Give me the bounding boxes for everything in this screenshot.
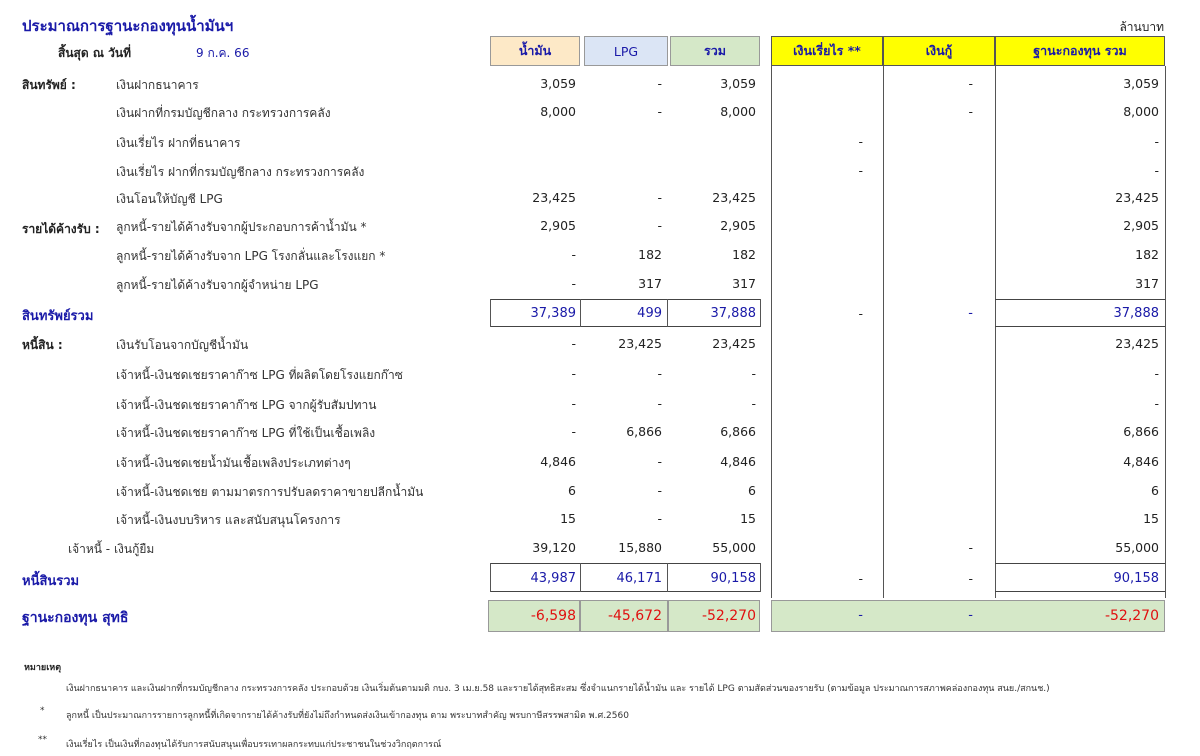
cell-total: -52,270 [701,608,756,624]
cell-oil: 8,000 [540,104,576,119]
cell-interest: - [858,134,863,149]
divider [995,591,1165,592]
cell-oil: 39,120 [532,540,576,555]
row-label: เจ้าหนี้-เงินชดเชยราคาก๊าซ LPG ที่ผลิตโดยโรงแยกก๊าซ [116,368,403,382]
divider [490,591,760,592]
cell-fund: 6,866 [1123,424,1159,439]
cell-total: - [751,396,756,411]
cell-oil: -6,598 [530,608,576,624]
grid-line [760,299,761,327]
row-label: เงินเรี่ยไร ฝากที่ธนาคาร [116,136,241,150]
divider [490,326,760,327]
row-label: เจ้าหนี้ - เงินกู้ยืม [68,542,155,556]
page-title: ประมาณการฐานะกองทุนน้ำมันฯ [22,17,234,35]
cell-lpg: 46,171 [616,571,662,586]
grid-line [1165,66,1166,598]
cell-fund: 317 [1135,276,1159,291]
row-label: เงินรับโอนจากบัญชีน้ำมัน [116,338,249,352]
cell-fund: 8,000 [1123,104,1159,119]
note-3: เงินเรี่ยไร เป็นเงินที่กองทุนได้รับการสนับสนุนเพื่อบรรเทาผลกระทบแก่ประชาชนในช่วงวิกฤตการณ์ [66,740,442,750]
divider [490,299,760,300]
cell-total: 23,425 [712,336,756,351]
cell-lpg: 182 [638,247,662,262]
cell-oil: - [571,336,576,351]
note-2: ลูกหนี้ เป็นประมาณการรายการลูกหนี้ที่เกิดจากรายได้ค้างรับที่ยังไม่ถึงกำหนดส่งเงินเข้ากองทุน ตาม พระบาทสำคัญ พรบกาษีสรรพสามิต พ.ศ.2560 [66,711,629,721]
row-label: เจ้าหนี้-เงินชดเชยราคาก๊าซ LPG ที่ใช้เป็นเชื้อเพลิง [116,426,376,440]
cell-lpg: 23,425 [618,336,662,351]
cell-fund: 3,059 [1123,76,1159,91]
row-label: เงินเรี่ยไร ฝากที่กรมบัญชีกลาง กระทรวงการคลัง [116,165,365,179]
cell-lpg: - [657,218,662,233]
row-label: เงินฝากธนาคาร [116,78,199,92]
cell-fund: 23,425 [1115,190,1159,205]
cell-fund: 182 [1135,247,1159,262]
grid-line [883,66,884,598]
row-label: เจ้าหนี้-เงินชดเชยน้ำมันเชื้อเพลิงประเภทต่างๆ [116,456,351,470]
row-label: ลูกหนี้-รายได้ค้างรับจาก LPG โรงกลั่นและโรงแยก * [116,249,386,263]
cell-total: 6,866 [720,424,756,439]
header-interest: เงินเรี่ยไร ** [771,36,883,66]
cell-loan: - [968,76,973,91]
cell-total: 90,158 [710,571,756,586]
row-label: เจ้าหนี้-เงินงบบริหาร และสนับสนุนโครงการ [116,513,341,527]
cell-total: 55,000 [712,540,756,555]
cell-lpg: - [657,76,662,91]
row-label: ลูกหนี้-รายได้ค้างรับจากผู้ประกอบการค้าน้ำมัน * [116,220,367,234]
cell-oil: 23,425 [532,190,576,205]
note-3-mark: ** [38,735,47,745]
cell-oil: - [571,396,576,411]
cell-fund: - [1154,134,1159,149]
cell-oil: 6 [568,483,576,498]
cell-interest: - [858,306,863,321]
grid-line [667,563,668,592]
cell-fund: 6 [1151,483,1159,498]
grid-line [760,563,761,592]
cell-lpg: - [657,483,662,498]
cell-total: 23,425 [712,190,756,205]
divider [995,299,1165,300]
cell-oil: 37,389 [530,306,576,321]
cell-fund: 4,846 [1123,454,1159,469]
row-label: เจ้าหนี้-เงินชดเชยราคาก๊าซ LPG จากผู้รับสัมปทาน [116,398,377,412]
cell-lpg: -45,672 [607,608,662,624]
divider [995,563,1165,564]
section-assets: สินทรัพย์ : [22,78,76,92]
cell-oil: 3,059 [540,76,576,91]
section-liabilities: หนี้สิน : [22,338,63,352]
cell-fund: 2,905 [1123,218,1159,233]
grid-line [667,299,668,327]
cell-lpg: 6,866 [626,424,662,439]
cell-interest: - [858,571,863,586]
cell-loan: - [968,540,973,555]
as-of-date: 9 ก.ค. 66 [196,46,250,60]
cell-fund: - [1154,163,1159,178]
cell-total: 4,846 [720,454,756,469]
cell-total: 3,059 [720,76,756,91]
cell-total: 2,905 [720,218,756,233]
cell-total: 15 [740,511,756,526]
cell-total: - [751,366,756,381]
row-label: ลูกหนี้-รายได้ค้างรับจากผู้จำหน่าย LPG [116,278,319,292]
cell-lpg: - [657,396,662,411]
divider [490,563,760,564]
cell-interest: - [858,163,863,178]
row-label: เงินโอนให้บัญชี LPG [116,192,223,206]
header-fund-total: ฐานะกองทุน รวม [995,36,1165,66]
cell-lpg: - [657,366,662,381]
cell-lpg: - [657,104,662,119]
divider [995,326,1165,327]
cell-total: 182 [732,247,756,262]
header-oil: น้ำมัน [490,36,580,66]
cell-fund: - [1154,366,1159,381]
grid-line [580,299,581,327]
section-receivables: รายได้ค้างรับ : [22,222,100,236]
cell-fund: 15 [1143,511,1159,526]
cell-oil: 4,846 [540,454,576,469]
total-assets-label: สินทรัพย์รวม [22,309,94,324]
total-liabilities-label: หนี้สินรวม [22,574,80,589]
cell-loan: - [968,608,973,623]
cell-oil: 2,905 [540,218,576,233]
cell-lpg: 317 [638,276,662,291]
cell-oil: - [571,276,576,291]
cell-oil: - [571,424,576,439]
cell-total: 317 [732,276,756,291]
header-loan: เงินกู้ [883,36,995,66]
cell-total: 37,888 [710,306,756,321]
note-1: เงินฝากธนาคาร และเงินฝากที่กรมบัญชีกลาง กระทรวงการคลัง ประกอบด้วย เงินเริ่มต้นตามมติ กบง. 3 เม.ย.58 และรายได้สุทธิสะสม ซึ่งจำแนกรายได้น้ำมัน และ รายได้ LPG ตามสัดส่วนของรายรับ (ตามข้อมูล ประมาณการสภาพคล่องกองทุน สนย./สกนช.) [66,684,1050,694]
cell-loan: - [968,306,973,321]
cell-lpg: - [657,511,662,526]
cell-oil: - [571,366,576,381]
cell-fund: 55,000 [1115,540,1159,555]
cell-lpg: 499 [637,306,662,321]
row-label: เจ้าหนี้-เงินชดเชย ตามมาตรการปรับลดราคาขายปลีกน้ำมัน [116,485,424,499]
cell-fund: 23,425 [1115,336,1159,351]
cell-total: 8,000 [720,104,756,119]
cell-total: 6 [748,483,756,498]
row-label: เงินฝากที่กรมบัญชีกลาง กระทรวงการคลัง [116,106,331,120]
cell-fund: 90,158 [1113,571,1159,586]
cell-oil: - [571,247,576,262]
cell-lpg: - [657,190,662,205]
cell-fund: 37,888 [1113,306,1159,321]
notes-heading: หมายเหตุ [24,663,62,673]
note-2-mark: * [40,706,45,716]
cell-loan: - [968,571,973,586]
cell-oil: 15 [560,511,576,526]
cell-oil: 43,987 [530,571,576,586]
net-position-label: ฐานะกองทุน สุทธิ [22,610,129,626]
cell-loan: - [968,104,973,119]
cell-fund: - [1154,396,1159,411]
as-of-label: สิ้นสุด ณ วันที่ [58,46,131,60]
grid-line [580,563,581,592]
header-total: รวม [670,36,760,66]
cell-interest: - [858,608,863,623]
unit-label: ล้านบาท [1119,20,1164,34]
cell-fund: -52,270 [1104,608,1159,624]
header-lpg: LPG [584,36,668,66]
cell-lpg: - [657,454,662,469]
cell-lpg: 15,880 [618,540,662,555]
